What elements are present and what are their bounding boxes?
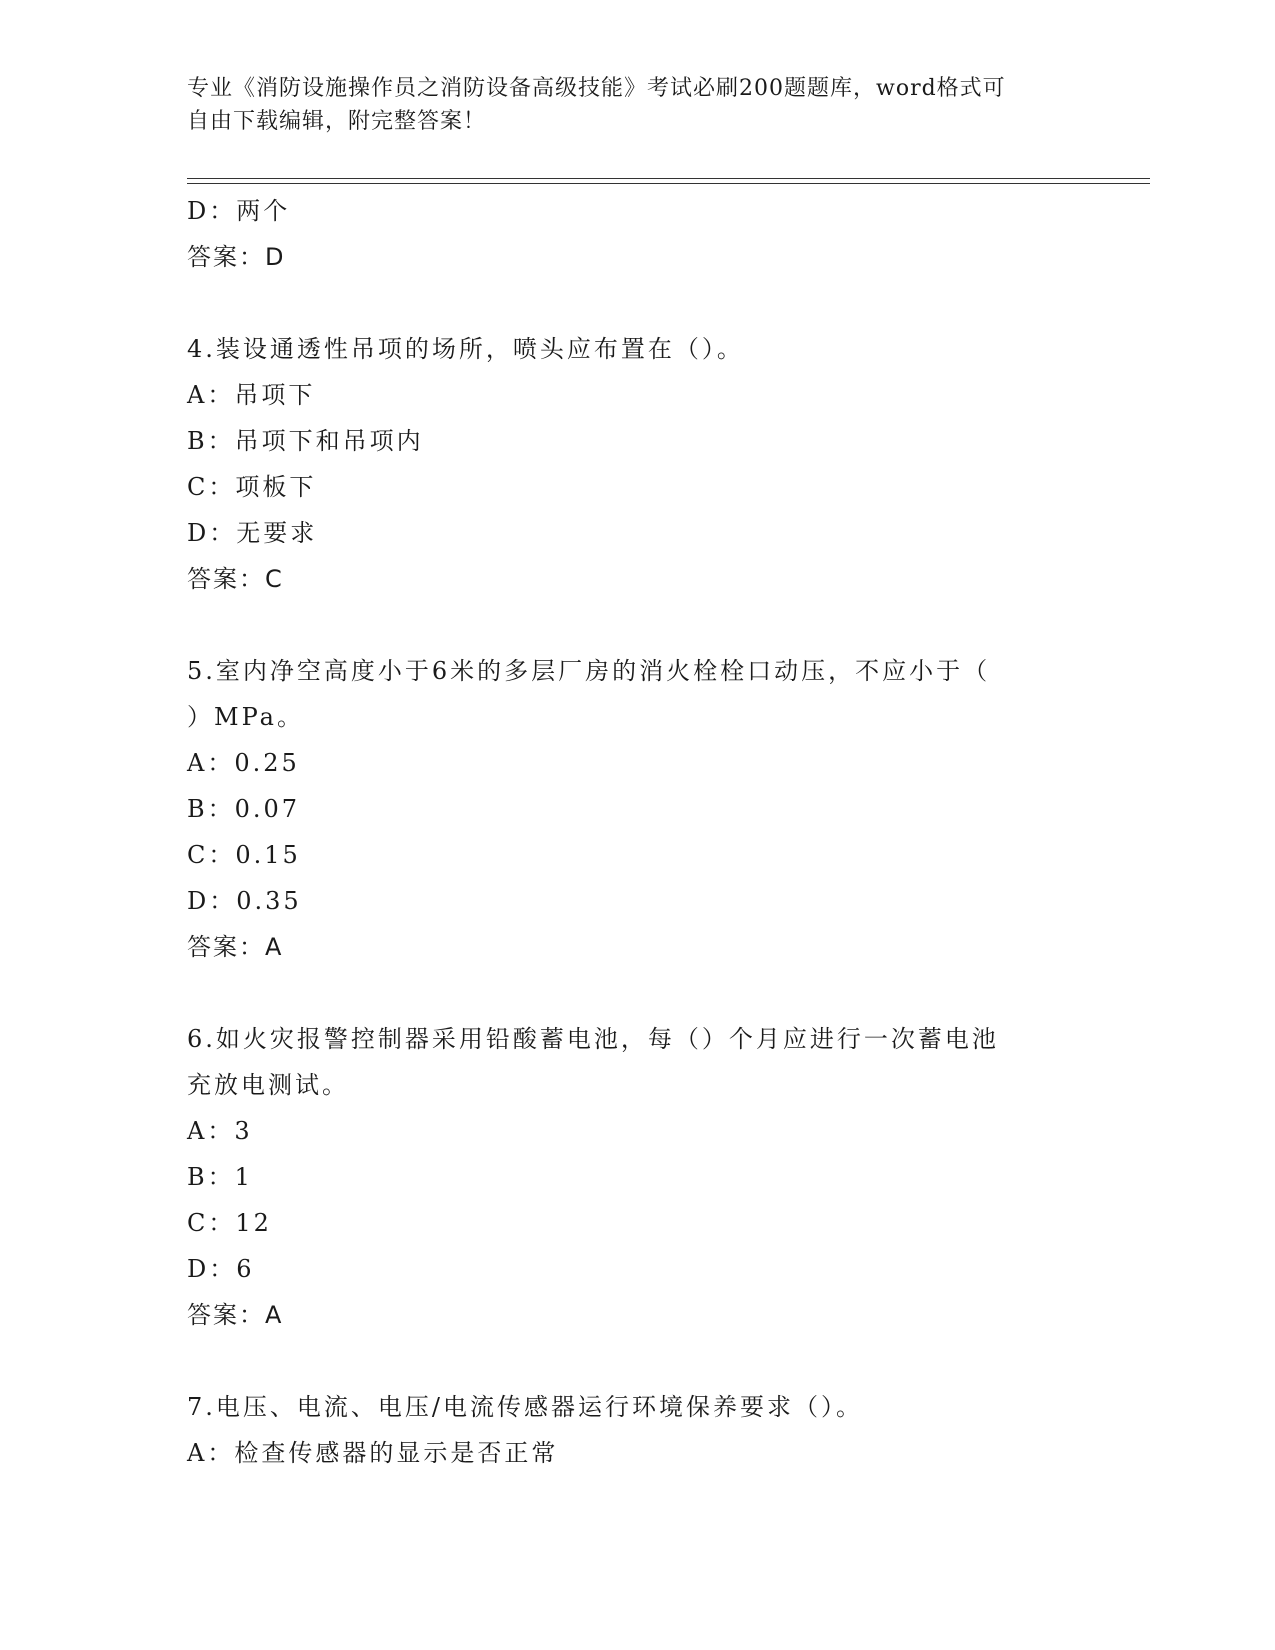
question-text-line-2: ）MPa。	[187, 703, 304, 731]
option-a: A：0.25	[187, 749, 300, 777]
option-d: D：两个	[187, 197, 291, 225]
option-a: A：吊项下	[187, 381, 316, 409]
question-5	[187, 648, 1087, 970]
document-header	[187, 72, 1067, 138]
option-d: D：6	[187, 1255, 255, 1283]
answer: 答案：A	[187, 1301, 284, 1329]
option-d: D：0.35	[187, 887, 302, 915]
option-b: B：1	[187, 1163, 253, 1191]
question-7	[187, 1384, 1087, 1476]
header-line-2: 自由下载编辑，附完整答案！	[187, 109, 487, 134]
question-4	[187, 326, 1087, 602]
option-a: A：3	[187, 1117, 253, 1145]
question-3-tail	[187, 188, 1087, 280]
question-text: 4.装设通透性吊项的场所，喷头应布置在（）。	[187, 335, 744, 363]
option-b: B：吊项下和吊项内	[187, 427, 424, 455]
question-text: 7.电压、电流、电压/电流传感器运行环境保养要求（）。	[187, 1393, 863, 1421]
answer: 答案：C	[187, 565, 284, 593]
option-c: C：12	[187, 1209, 272, 1237]
option-d: D：无要求	[187, 519, 318, 547]
option-c: C：项板下	[187, 473, 317, 501]
question-text-line-1: 5.室内净空高度小于6米的多层厂房的消火栓栓口动压，不应小于（	[187, 657, 991, 685]
question-text-line-2: 充放电测试。	[187, 1071, 349, 1099]
answer: 答案：A	[187, 933, 284, 961]
answer: 答案：D	[187, 243, 286, 271]
header-line-1: 专业《消防设施操作员之消防设备高级技能》考试必刷200题题库，word格式可	[187, 76, 1006, 101]
question-6	[187, 1016, 1087, 1338]
option-c: C：0.15	[187, 841, 301, 869]
question-list	[187, 188, 1087, 1476]
header-divider-bottom	[187, 183, 1150, 184]
option-b: B：0.07	[187, 795, 301, 823]
option-a: A：检查传感器的显示是否正常	[187, 1439, 559, 1467]
header-divider-top	[187, 178, 1150, 179]
question-text-line-1: 6.如火灾报警控制器采用铅酸蓄电池，每（）个月应进行一次蓄电池	[187, 1025, 999, 1053]
